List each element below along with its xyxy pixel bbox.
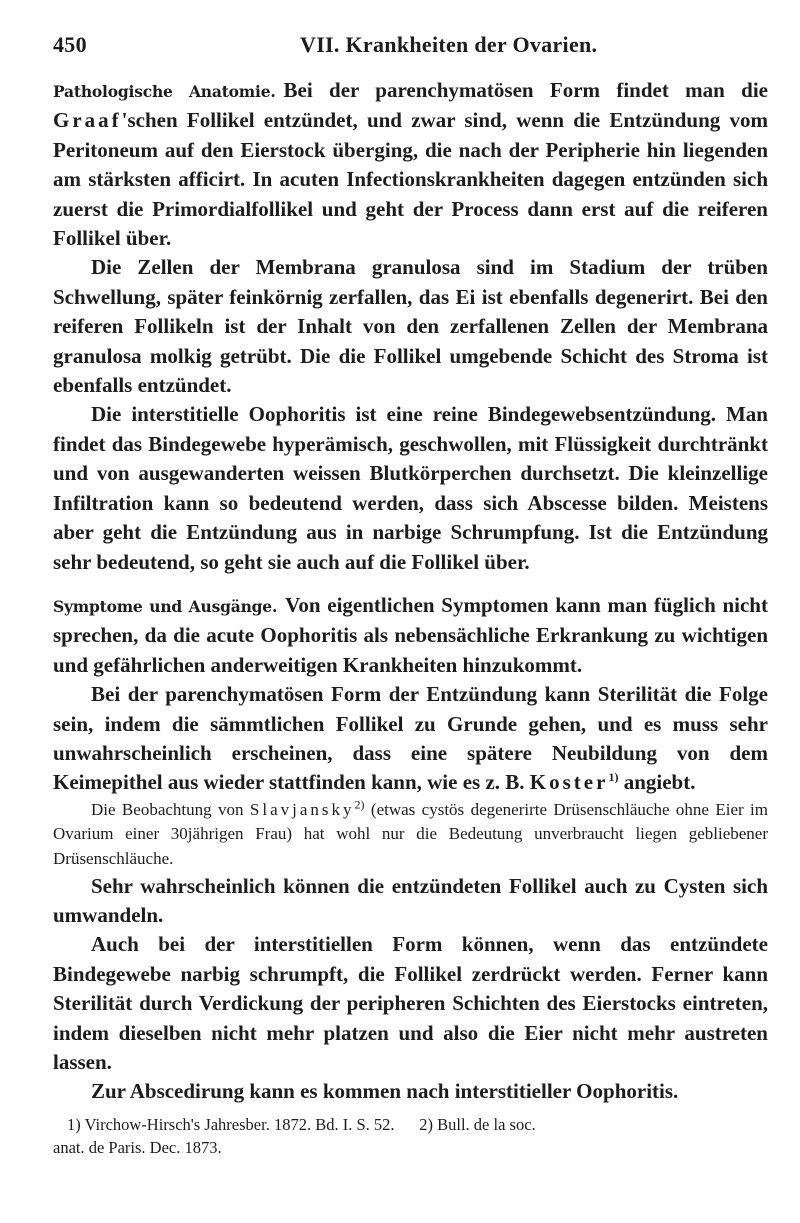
paragraph-text: Von eigentlichen Symptomen kann man füglich nicht sprechen, da die acute Oophoritis als nebensächliche Erkrankung zu wichtigen und gefährlichen anderweitigen Krankheiten hinzukommt. [53,592,768,677]
section-heading-pathologische-anatomie: Pathologische Anatomie. [53,82,276,101]
paragraph-text: Bei der parenchymatösen Form der Entzündung kann Sterilität die Folge sein, indem die sämmtlichen Follikel zu Grunde gehen, und es muss sehr unwahrscheinlich erscheinen, dass eine spätere Neubildung von dem Keimepithel aus wieder stattfinden kann, wie es z. B. [53,682,768,795]
footnotes [53,1113,768,1159]
body-text [53,76,768,1107]
paragraph-beobachtung-small [53,798,768,872]
paragraph-abscedirung: Zur Abscedirung kann es kommen nach interstitieller Oophoritis. [91,1079,679,1104]
paragraph-pathologische-anatomie [53,76,768,253]
section-heading-symptome: Symptome und Ausgänge. [53,596,278,616]
footnote-ref-2: 2) [354,797,365,812]
person-name-graaf: Graaf [53,108,122,133]
person-name-koster: Koster [529,770,609,795]
paragraph-text: 'schen Follikel entzündet, und zwar sind, wenn die Entzündung vom Peritoneum auf den Eierstock überging, die nach der Peripherie hin liegenden am stärksten afficirt. In acuten Infectionskrankheiten dagegen entzünden sich zuerst die Primordialfollikel und geht der Process dann erst auf die reiferen Follikel über. [53,108,768,251]
page-number: 450 [53,32,87,57]
section-gap [53,577,768,591]
paragraph-interstitielle-form: Auch bei der interstitiellen Form können, wenn das entzündete Bindegewebe narbig schrumpft, die Follikel zerdrückt werden. Ferner kann Sterilität durch Verdickung der peripheren Schichten des Eierstocks eintreten, indem dieselben nicht mehr platzen und also die Eier nicht mehr austreten lassen. [53,932,768,1074]
paragraph-text: Die Beobachtung von [91,799,250,819]
footnote-line-2: anat. de Paris. Dec. 1873. [53,1137,222,1157]
paragraph-membrana-granulosa: Die Zellen der Membrana granulosa sind im Stadium der trüben Schwellung, später feinkörnig zerfallen, das Ei ist ebenfalls degenerirt. Bei den reiferen Follikeln ist der Inhalt von den zerfallenen Zellen der Membrana granulosa molkig getrübt. Die die Follikel umgebende Schicht des Stroma ist ebenfalls entzündet. [53,255,768,398]
running-head: VII. Krankheiten der Ovarien. [300,32,598,57]
paragraph-cysten: Sehr wahrscheinlich können die entzündeten Follikel auch zu Cysten sich umwandeln. [53,873,768,927]
book-page [53,32,768,1159]
page-header [53,32,768,66]
paragraph-symptome [53,591,768,680]
paragraph-text: Bei der parenchymatösen Form findet man die [283,78,768,102]
paragraph-text: (etwas cystös degenerirte Drüsenschläuche ohne Eier im Ovarium einer 30jährigen Frau) hat wohl nur die Bedeutung unverbraucht liegen gebliebener Drüsenschläuche. [53,799,768,868]
paragraph-text: angiebt. [618,770,696,795]
footnote-ref-1: 1) [608,770,619,785]
person-name-slavjansky: Slavjansky [249,799,355,819]
footnote-line-1: 1) Virchow-Hirsch's Jahresber. 1872. Bd. I. S. 52. 2) Bull. de la soc. [67,1114,536,1134]
paragraph-sterilitaet [53,680,768,798]
paragraph-interstitielle-oophoritis: Die interstitielle Oophoritis ist eine reine Bindegewebsentzündung. Man findet das Bindegewebe hyperämisch, geschwollen, mit Flüssigkeit durchtränkt und von ausgewanderten weissen Blutkörperchen durchsetzt. Die kleinzellige Infiltration kann so bedeutend werden, dass sich Abscesse bilden. Meistens aber geht die Entzündung aus in narbige Schrumpfung. Ist die Entzündung sehr bedeutend, so geht sie auch auf die Follikel über. [53,402,768,574]
